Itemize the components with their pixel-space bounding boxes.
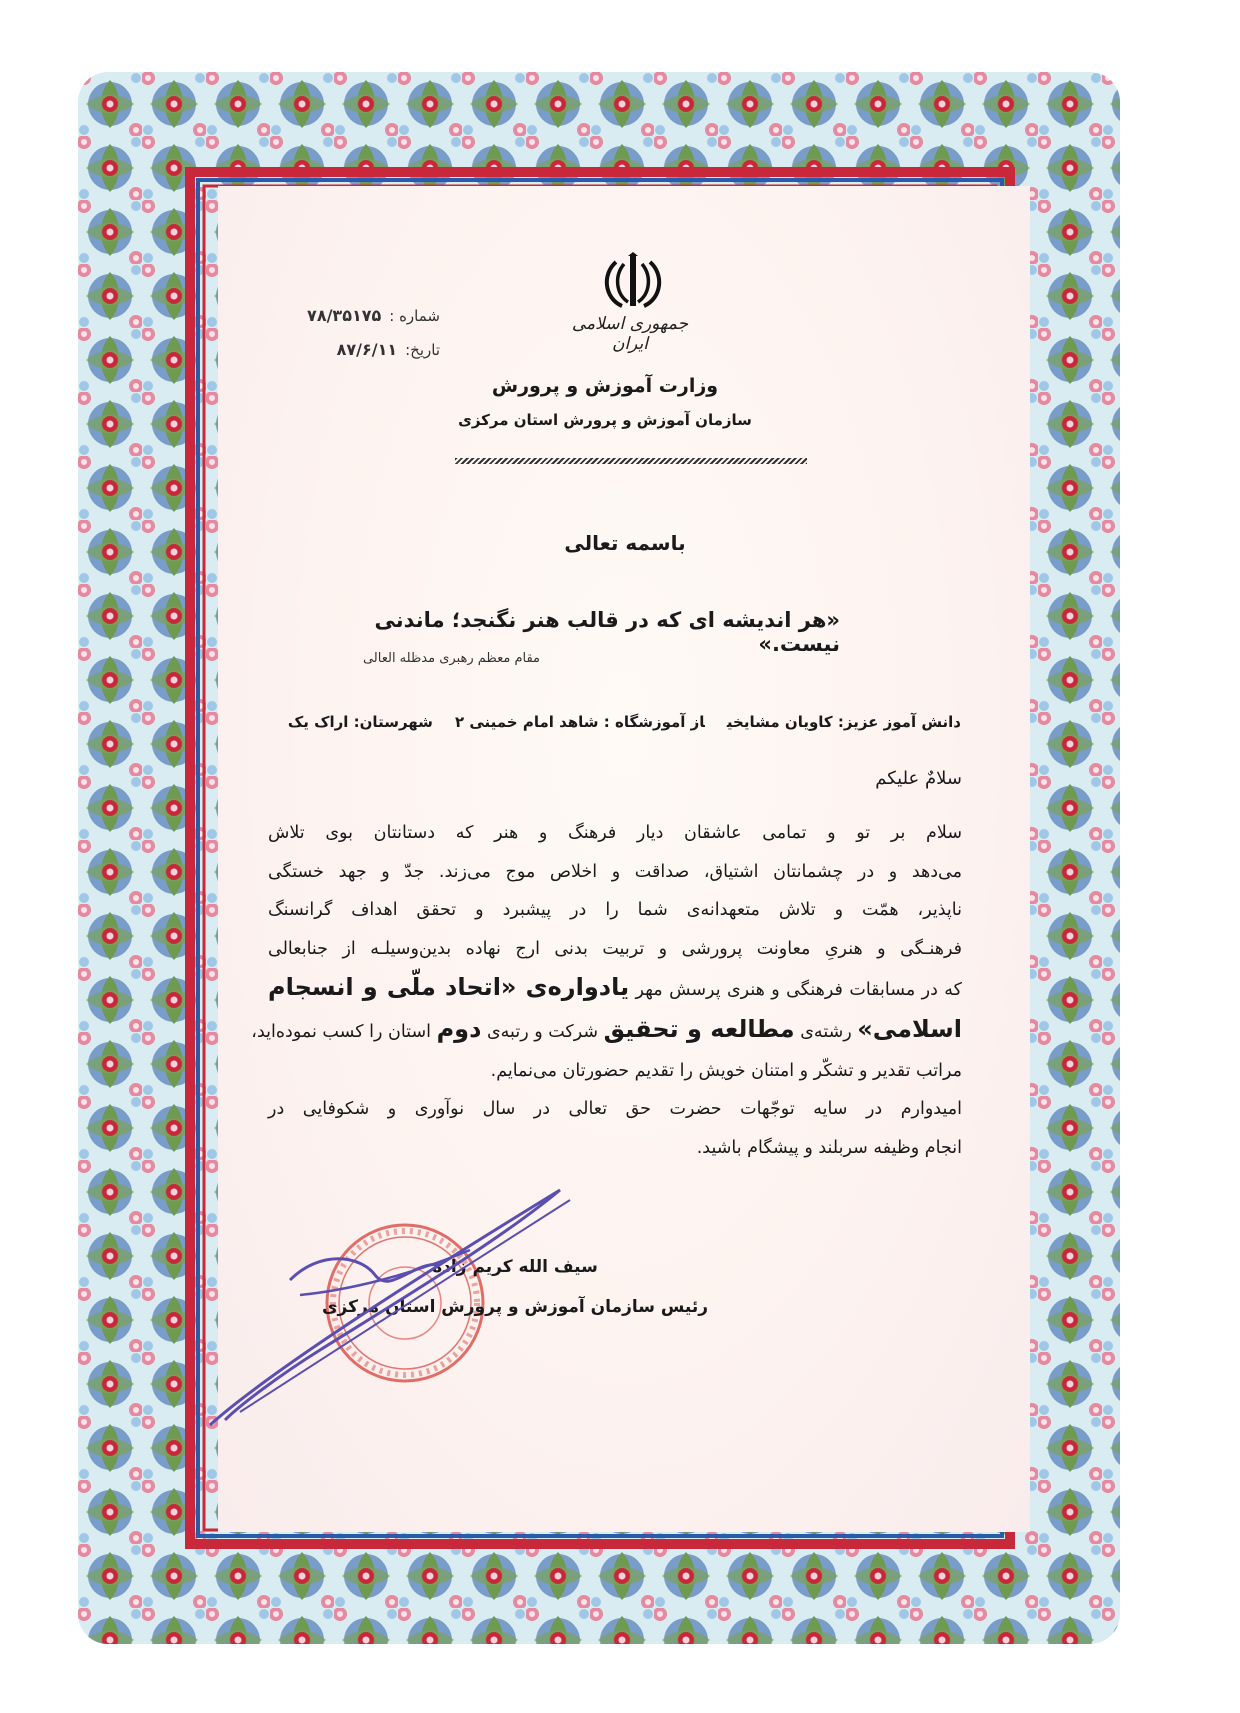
body-line [251,1010,962,1052]
letter-body [251,814,962,1167]
body-line: فرهنـگی و هنریِ معاونت پرورشی و تربیت بدنی ارج نهاده بدین‌وسیلـه از جنابعالی [268,938,962,959]
student-city: شهرستان: اراک یک [287,713,433,731]
student-info [256,713,961,731]
date-value: ۸۷/۶/۱۱ [336,340,398,359]
date-label: تاریخ: [405,341,440,359]
number-value: ۷۸/۳۵۱۷۵ [307,306,382,325]
organization-title: سازمان آموزش و پرورش استان مرکزی [458,411,752,429]
bismillah-heading: باسمه تعالی [564,531,686,555]
body-line: سلام بر تو و تمامی عاشقان دیار فرهنگ و هنر که دستانتان بوی تلاش [268,823,962,843]
body-text: که در مسابقات فرهنگی و هنری پرسش مهر [635,980,962,1001]
body-line: انجام وظیفه سربلند و پیشگام باشید. [696,1137,962,1158]
student-school: از آموزشگاه : شاهد امام خمینی ۲ [454,713,705,731]
greeting: سلامٌ علیکم [875,768,962,789]
quote-author: مقام معظم رهبری مدظله العالی [362,651,540,666]
signatory-title: رئیس سازمان آموزش و پرورش استان مرکزی [321,1297,709,1317]
body-line: ناپذیر، همّت و تلاش متعهدانه‌ی شما را در پیشبرد و تحقق اهداف گرانسنگ [268,900,962,921]
header-divider [455,458,807,464]
handwritten-signature [200,1180,580,1430]
body-line [268,968,962,1010]
body-line: می‌دهد و در چشمانتان اشتیاق، صداقت و اخلاص موج می‌زند. جدّ و جهد خستگی [268,861,962,882]
body-text: شرکت و رتبه‌ی [486,1021,599,1042]
event-name-end: اسلامی» [857,1014,962,1043]
ministry-title: وزارت آموزش و پرورش [491,375,719,397]
field-name: مطالعه و تحقیق [603,1014,795,1043]
event-name: یادواره‌ی «اتحاد ملّی و انسجام [268,973,630,1002]
number-label: شماره : [389,307,440,325]
body-text: رشته‌ی [800,1021,852,1042]
iran-emblem-icon [598,252,668,312]
student-name: دانش آموز عزیز: کاویان مشایخی [726,713,961,731]
signatory-name: سیف الله کریم زاده [432,1257,598,1277]
letter-number [230,306,440,325]
letter-date [230,340,440,359]
body-line: مراتب تقدیر و تشکّر و امتنان خویش را تقدیم حضورتان می‌نمایم. [490,1060,962,1081]
body-line: امیدوارم در سایه توجّهات حضرت حق تعالی در سال نوآوری و شکوفایی در [268,1099,962,1120]
body-text: استان را کسب نموده‌اید، [251,1021,431,1042]
quote-text: «هر اندیشه ای که در قالب هنر نگنجد؛ ماندنی نیست.» [374,608,840,656]
rank-value: دوم [436,1014,482,1043]
emblem-calligraphy: جمهوری اسلامی ایران [571,314,689,354]
